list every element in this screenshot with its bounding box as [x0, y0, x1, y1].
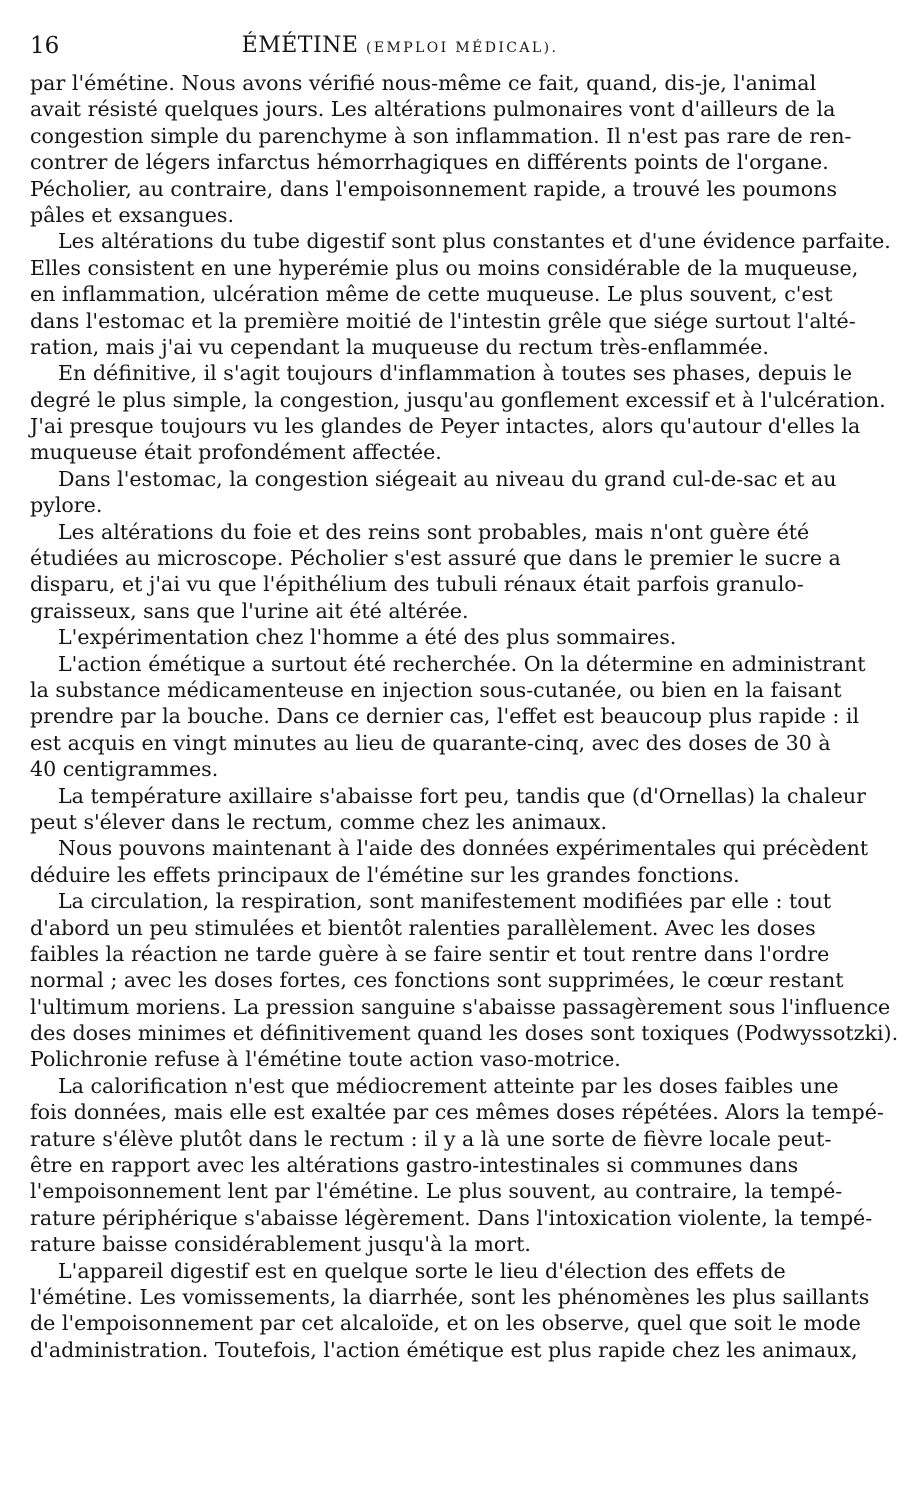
paragraph: [30, 624, 763, 650]
text-line: avait résisté quelques jours. Les altérations pulmonaires vont d'ailleurs de la: [30, 97, 836, 122]
text-line: Dans l'estomac, la congestion siégeait au niveau du grand cul-de-sac et au: [58, 466, 837, 491]
paragraph: [30, 1073, 884, 1258]
text-line: l'ultimum moriens. La pression sanguine s'abaisse passagèrement sous l'influence: [30, 994, 891, 1019]
text-line: des doses minimes et définitivement quand les doses sont toxiques (Podwyssotzki).: [30, 1021, 898, 1046]
paragraph: [30, 835, 869, 888]
text-line: de l'empoisonnement par cet alcaloïde, et on les observe, quel que soit le mode: [30, 1311, 861, 1336]
page-body: [30, 70, 898, 1363]
text-line: La circulation, la respiration, sont manifestement modifiées par elle : tout: [58, 889, 832, 914]
text-line: rature périphérique s'abaisse légèrement. Dans l'intoxication violente, la tempé-: [30, 1205, 873, 1230]
text-line: degré le plus simple, la congestion, jusqu'au gonflement excessif et à l'ulcération.: [30, 387, 886, 412]
text-line: Les altérations du foie et des reins sont probables, mais n'ont guère été: [58, 519, 810, 544]
text-line: ration, mais j'ai vu cependant la muqueuse du rectum très-enflammée.: [30, 334, 769, 359]
paragraph: [30, 888, 898, 1073]
text-line: étudiées au microscope. Pécholier s'est assuré que dans le premier le sucre a: [30, 546, 841, 571]
text-line: L'appareil digestif est en quelque sorte le lieu d'élection des effets de: [58, 1258, 786, 1283]
text-line: dans l'estomac et la première moitié de l'intestin grêle que siége surtout l'alté-: [30, 308, 856, 333]
text-line: pylore.: [30, 493, 103, 518]
paragraph: [30, 651, 866, 783]
text-line: La calorification n'est que médiocrement atteinte par les doses faibles une: [58, 1073, 839, 1098]
text-line: Polichronie refuse à l'émétine toute action vaso-motrice.: [30, 1047, 621, 1072]
text-line: disparu, et j'ai vu que l'épithélium des tubuli rénaux était parfois granulo-: [30, 572, 804, 597]
text-line: Les altérations du tube digestif sont plus constantes et d'une évidence parfaite.: [58, 229, 891, 254]
text-line: L'expérimentation chez l'homme a été des plus sommaires.: [58, 625, 677, 650]
text-line: J'ai presque toujours vu les glandes de Peyer intactes, alors qu'autour d'elles la: [30, 414, 861, 439]
text-line: faibles la réaction ne tarde guère à se faire sentir et tout rentre dans l'ordre: [30, 941, 830, 966]
paragraph: [30, 228, 891, 360]
page-header: [30, 30, 770, 64]
text-line: fois données, mais elle est exaltée par ces mêmes doses répétées. Alors la tempé-: [30, 1100, 884, 1125]
text-line: d'administration. Toutefois, l'action émétique est plus rapide chez les animaux,: [30, 1337, 858, 1362]
paragraph: [30, 1258, 870, 1364]
text-line: L'action émétique a surtout été recherchée. On la détermine en administrant: [58, 651, 866, 676]
text-line: la substance médicamenteuse en injection sous-cutanée, ou bien en la faisant: [30, 677, 842, 702]
text-line: muqueuse était profondément affectée.: [30, 440, 442, 465]
text-line: d'abord un peu stimulées et bientôt ralenties parallèlement. Avec les doses: [30, 915, 816, 940]
text-line: Pécholier, au contraire, dans l'empoisonnement rapide, a trouvé les poumons: [30, 176, 838, 201]
text-line: déduire les effets principaux de l'émétine sur les grandes fonctions.: [30, 862, 740, 887]
running-head: [30, 32, 770, 62]
text-line: est acquis en vingt minutes au lieu de quarante-cinq, avec des doses de 30 à: [30, 730, 831, 755]
running-head-subtitle: (EMPLOI MÉDICAL).: [365, 40, 559, 56]
text-line: graisseux, sans que l'urine ait été altérée.: [30, 598, 469, 623]
text-line: normal ; avec les doses fortes, ces fonctions sont supprimées, le cœur restant: [30, 968, 844, 993]
text-line: l'empoisonnement lent par l'émétine. Le plus souvent, au contraire, la tempé-: [30, 1179, 843, 1204]
paragraph: [30, 519, 841, 625]
running-head-title: ÉMÉTINE: [241, 33, 359, 58]
text-line: par l'émétine. Nous avons vérifié nous-même ce fait, quand, dis-je, l'animal: [30, 71, 817, 95]
text-line: Nous pouvons maintenant à l'aide des données expérimentales qui précèdent: [58, 836, 869, 861]
text-line: Elles consistent en une hyperémie plus ou moins considérable de la muqueuse,: [30, 255, 859, 280]
text-line: contrer de légers infarctus hémorrhagiques en différents points de l'organe.: [30, 150, 829, 175]
text-line: en inflammation, ulcération même de cette muqueuse. Le plus souvent, c'est: [30, 282, 833, 307]
paragraph: [30, 360, 886, 466]
text-line: l'émétine. Les vomissements, la diarrhée, sont les phénomènes les plus saillants: [30, 1284, 870, 1309]
text-line: prendre par la bouche. Dans ce dernier cas, l'effet est beaucoup plus rapide : il: [30, 704, 860, 729]
text-line: 40 centigrammes.: [30, 757, 219, 782]
paragraph: [30, 70, 852, 228]
text-line: En définitive, il s'agit toujours d'inflammation à toutes ses phases, depuis le: [58, 361, 853, 386]
paragraph: [30, 783, 866, 836]
text-line: rature baisse considérablement jusqu'à la mort.: [30, 1232, 531, 1257]
text-line: congestion simple du parenchyme à son inflammation. Il n'est pas rare de ren-: [30, 123, 852, 148]
text-line: être en rapport avec les altérations gastro-intestinales si communes dans: [30, 1153, 799, 1178]
text-line: peut s'élever dans le rectum, comme chez les animaux.: [30, 809, 608, 834]
text-line: La température axillaire s'abaisse fort peu, tandis que (d'Ornellas) la chaleur: [58, 783, 866, 808]
page-number: 16: [30, 33, 60, 59]
text-line: pâles et exsangues.: [30, 202, 235, 227]
text-line: rature s'élève plutôt dans le rectum : il y a là une sorte de fièvre locale peut-: [30, 1126, 832, 1151]
paragraph: [30, 466, 837, 519]
